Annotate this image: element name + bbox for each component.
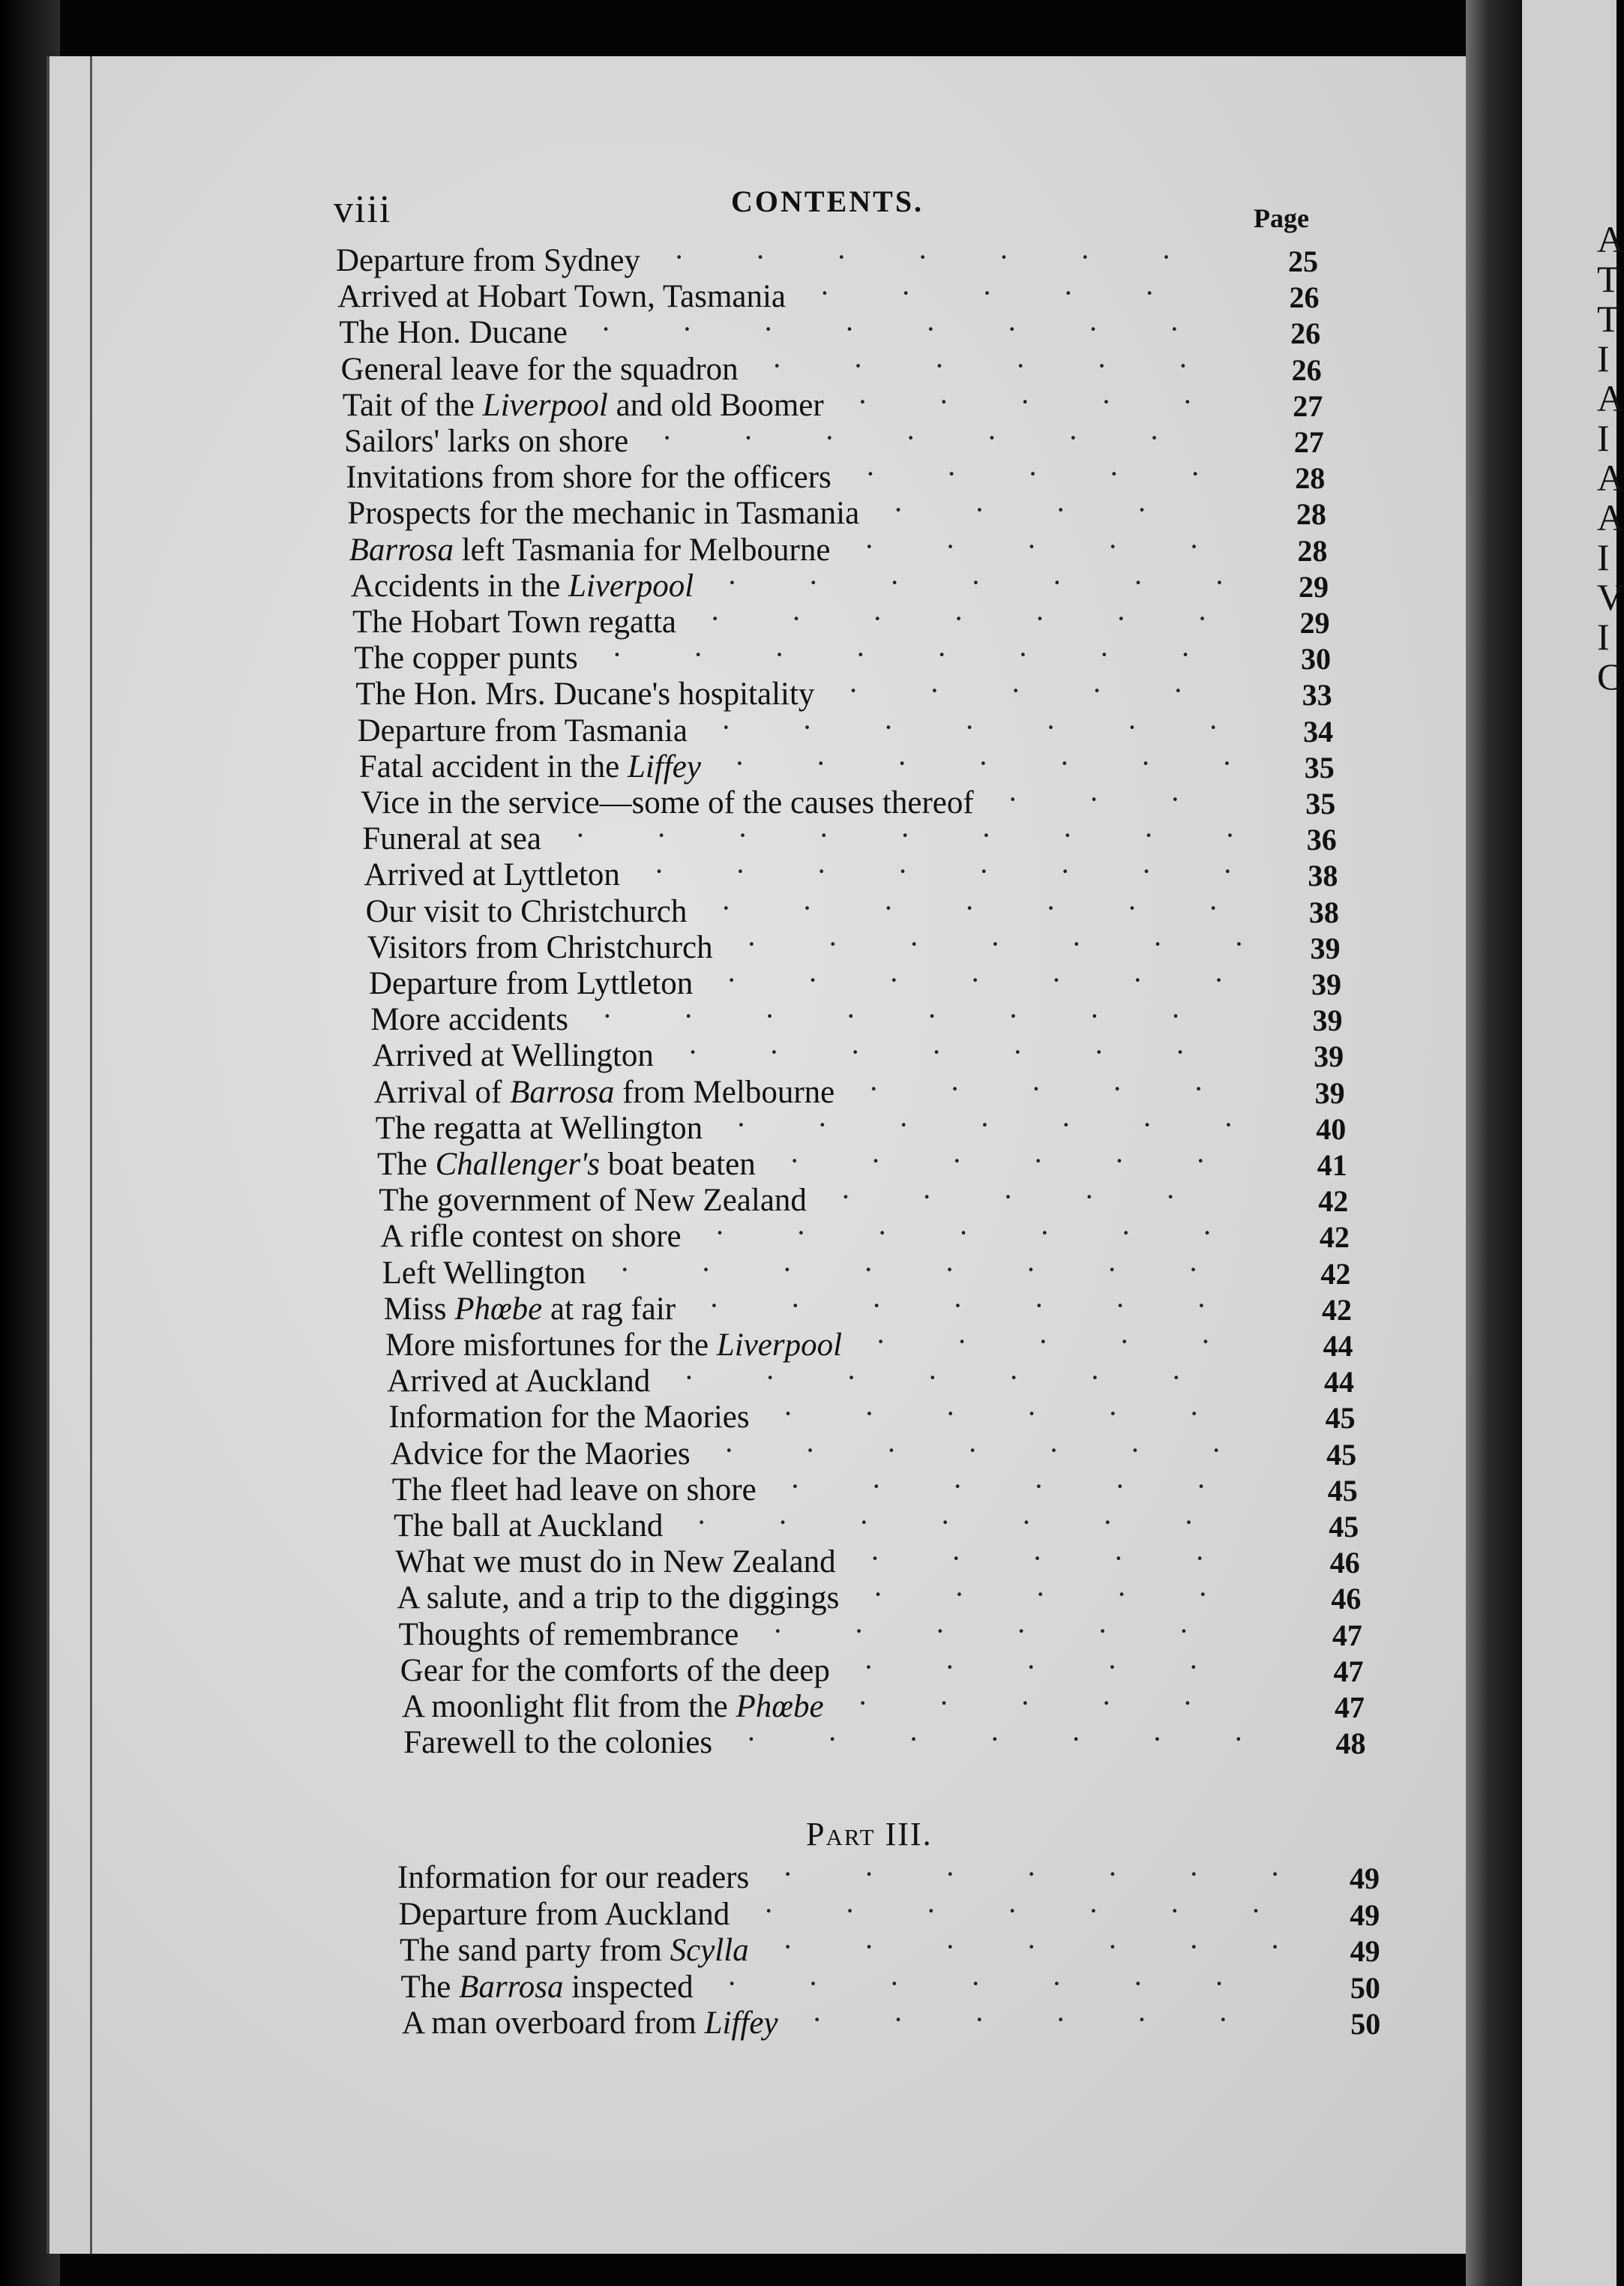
toc-entry [380,1217,1430,1255]
entry-title: What we must do in New Zealand [395,1544,836,1580]
toc-entry [344,422,1394,460]
entry-page-number: 42 [1318,1184,1349,1219]
entry-title: A moonlight flit from the Phœbe [402,1689,824,1724]
leader-dots: ······ [790,1468,1278,1503]
entry-page-number: 47 [1335,1690,1365,1724]
entry-page-number: 47 [1333,1654,1364,1688]
toc-entry [388,1398,1438,1436]
entry-title: Information for the Maories [388,1400,750,1436]
toc-entry [347,494,1397,532]
leader-dots: ······ [783,1396,1271,1431]
toc-entry [349,531,1399,568]
toc-entry [395,1543,1445,1580]
toc-entry [400,1931,1449,1969]
entry-title: Tait of the Liverpool and old Boomer [342,387,824,423]
entry-title: Gear for the comforts of the deep [400,1652,830,1688]
leader-dots: ······· [736,1107,1305,1142]
entry-page-number: 35 [1304,750,1335,784]
entry-title: More misfortunes for the Liverpool [385,1328,843,1363]
leader-dots: ······· [746,926,1316,961]
entry-page-number: 26 [1290,316,1321,351]
entry-page-number: 49 [1350,1862,1380,1895]
entry-title: Departure from Auckland [398,1896,730,1932]
entry-page-number: 40 [1316,1112,1347,1146]
facing-page-fragment [1522,0,1624,2286]
entry-title: The regatta at Wellington [375,1110,703,1146]
entry-page-number: 39 [1310,931,1341,965]
entry-page-number: 34 [1303,714,1334,748]
toc-entry [364,856,1413,893]
entry-page-number: 41 [1317,1148,1347,1182]
toc-entry [387,1362,1437,1400]
toc-entry [397,1858,1447,1896]
leader-dots: ········ [601,312,1251,346]
toc-entry [343,386,1392,424]
entry-title: Departure from Lyttleton [369,966,694,1001]
entry-page-number: 27 [1293,425,1324,459]
toc-entry [391,1468,1442,1508]
entry-title: Sailors' larks on shore [344,424,629,459]
entry-title: Miss Phœbe at rag fair [383,1291,676,1327]
toc-entry [341,350,1391,388]
leader-dots: ····· [858,1686,1264,1720]
entry-page-number: 30 [1301,642,1332,676]
entry-title: Barrosa left Tasmania for Melbourne [349,532,831,568]
toc-entry [379,1181,1428,1219]
entry-title: Departure from Tasmania [357,712,688,748]
entry-title: Arrived at Wellington [372,1038,654,1074]
toc-entry [382,1254,1432,1292]
leader-dots: ····· [840,1180,1247,1214]
leader-dots: ······· [674,240,1243,274]
toc-entry [366,892,1416,930]
entry-title: The Hon. Mrs. Ducane's hospitality [355,676,815,712]
entry-page-number: 45 [1327,1473,1358,1508]
facing-page-letter: A [1597,457,1624,499]
entry-page-number: 28 [1297,533,1328,568]
entry-page-number: 46 [1331,1582,1362,1616]
folio-number: viii [334,188,392,231]
entry-page-number: 39 [1312,1004,1343,1038]
toc-entry [385,1326,1435,1364]
toc-entry [394,1507,1443,1544]
leader-dots: ······· [783,1857,1352,1891]
facing-page-letter: A [1597,218,1624,260]
facing-page-letter: T [1597,298,1620,340]
toc-entry [384,1290,1434,1328]
entry-page-number: 50 [1350,1970,1380,2005]
facing-page-letter: I [1597,616,1610,658]
leader-dots: ······· [783,1930,1352,1964]
entry-title: Arrived at Hobart Town, Tasmania [337,279,787,315]
entry-title: Accidents in the Liverpool [350,568,694,604]
leader-dots: ····· [876,1324,1282,1358]
toc-entry [390,1432,1440,1472]
entry-page-number: 25 [1288,244,1318,278]
toc-entry [369,964,1419,1002]
entry-page-number: 44 [1324,1365,1355,1400]
entry-title: The Hobart Town regatta [352,604,677,640]
leader-dots: ······ [812,2002,1299,2036]
facing-page-letter: A [1597,377,1624,419]
leader-dots: ······· [684,1360,1253,1395]
leader-dots: ····· [864,529,1271,563]
toc-entry [354,639,1404,676]
entry-page-number: 44 [1323,1329,1353,1363]
leader-dots: ····· [857,384,1264,418]
entry-title: The ball at Auckland [394,1508,664,1544]
entry-title: A man overboard from Liffey [402,2006,778,2041]
entry-title: Fatal accident in the Liffey [358,748,701,784]
entry-page-number: 39 [1314,1076,1345,1110]
leader-dots: ····· [865,457,1272,491]
facing-page-letter: V [1597,576,1624,618]
leader-dots: ········ [654,854,1304,889]
leader-dots: ······· [715,1216,1284,1250]
entry-page-number: 46 [1329,1546,1360,1580]
leader-dots: ······ [772,1613,1260,1648]
entry-page-number: 38 [1308,859,1338,893]
entry-title: Vice in the service—some of the causes thereof [361,785,974,820]
leader-dots: ······· [721,890,1290,925]
entry-title: Left Wellington [382,1255,586,1291]
entry-title: A salute, and a trip to the diggings [397,1580,840,1616]
entry-title: Advice for the Maories [390,1436,691,1472]
entry-title: General leave for the squadron [340,351,739,387]
toc-entry [398,1613,1449,1653]
toc-entry [367,928,1417,966]
part-label: Part [806,1816,876,1852]
leader-dots: ····· [863,1649,1270,1684]
toc-entry [336,242,1386,279]
leader-dots: ······· [734,746,1304,780]
toc-entry [399,1895,1449,1933]
leader-dots: ···· [893,493,1218,527]
entry-title: More accidents [370,1002,569,1038]
leader-dots: ····· [870,1541,1276,1576]
entry-page-number: 36 [1306,823,1337,857]
entry-page-number: 47 [1332,1618,1362,1652]
entry-title: Visitors from Christchurch [367,929,713,965]
toc-entry [402,1688,1452,1725]
entry-page-number: 49 [1350,1934,1380,1968]
entry-page-number: 29 [1298,569,1329,604]
toc-entry [339,314,1389,351]
leader-dots: ········ [619,1252,1270,1286]
entry-page-number: 42 [1319,1220,1350,1255]
entry-page-number: 39 [1314,1040,1344,1074]
entry-title: The sand party from Scylla [400,1933,749,1968]
toc-entry [358,712,1407,749]
toc-entry [397,1579,1446,1616]
leader-dots: ······· [746,1722,1315,1756]
toc-entry [359,748,1409,785]
entry-page-number: 39 [1311,968,1341,1001]
entry-title: Arrived at Auckland [387,1364,651,1400]
leader-dots: ······· [710,602,1279,635]
page-edge-line [90,56,92,2254]
toc-entry [400,1649,1450,1689]
entry-title: The copper punts [354,640,578,676]
entry-title: The Barrosa inspected [400,1969,694,2005]
entry-title: Arrival of Barrosa from Melbourne [373,1074,835,1110]
entry-page-number: 48 [1335,1726,1366,1761]
entry-page-number: 42 [1321,1292,1352,1327]
entry-page-number: 38 [1308,895,1339,929]
toc-entry [355,675,1405,712]
toc-entry [401,1968,1451,2006]
entry-title: Arrived at Lyttleton [364,857,620,893]
leader-dots: ······ [772,348,1260,382]
leader-dots: ····· [868,1071,1275,1106]
toc-entry [346,458,1395,496]
toc-entry [351,567,1401,604]
leader-dots: ········ [612,638,1262,672]
toc-entry [361,784,1410,821]
entry-title: Farewell to the colonies [403,1725,713,1761]
entry-page-number: 27 [1293,388,1323,423]
leader-dots: ········ [602,999,1252,1034]
toc-entry [362,820,1412,857]
toc-entry [402,2004,1452,2042]
toc-entry [376,1109,1425,1147]
facing-page-letter: C [1597,656,1623,698]
leader-dots: ······· [727,1966,1296,2000]
entry-title: Our visit to Christchurch [365,893,688,929]
toc-entry [403,1724,1453,1761]
entry-page-number: 28 [1295,461,1326,496]
entry-title: A rifle contest on shore [380,1219,682,1255]
toc-entry [374,1073,1424,1111]
entry-page-number: 45 [1326,1437,1357,1472]
entry-title: Funeral at sea [362,821,541,857]
entry-title: Information for our readers [397,1860,750,1895]
leader-dots: ····· [819,276,1226,310]
leader-dots: ······· [724,1432,1293,1467]
entry-page-number: 45 [1329,1510,1359,1544]
leader-dots: ······· [697,1505,1266,1539]
book-gutter [1466,0,1522,2286]
entry-page-number: 29 [1299,606,1330,640]
leader-dots: ······· [709,1288,1278,1322]
entry-title: Prospects for the mechanic in Tasmania [347,496,860,532]
entry-title: Thoughts of remembrance [398,1616,739,1652]
facing-page-letter: T [1597,258,1620,300]
toc-entry [372,1036,1422,1074]
part-heading [806,1815,933,1853]
leader-dots: ··· [1008,782,1251,816]
page-title: CONTENTS. [731,184,924,218]
toc-entry [377,1145,1427,1183]
entry-title: The Challenger's boat beaten [377,1147,756,1182]
entry-page-number: 35 [1305,787,1336,820]
part-numeral: III. [885,1816,933,1852]
entry-page-number: 28 [1296,497,1326,532]
leader-dots: ······· [727,565,1296,599]
leader-dots: ······· [763,1893,1332,1928]
toc-entry [352,603,1402,640]
facing-page-letter: I [1597,417,1610,459]
leader-dots: ········· [575,818,1307,853]
entry-title: Invitations from shore for the officers [346,460,831,496]
facing-page-letter: I [1597,338,1610,380]
toc-entry [337,278,1387,315]
entry-page-number: 49 [1350,1898,1380,1932]
leader-dots: ······ [790,1144,1277,1178]
facing-page-letter: A [1597,496,1624,538]
entry-title: The Hon. Ducane [339,315,568,351]
entry-page-number: 26 [1291,352,1322,387]
leader-dots: ······· [721,710,1290,744]
page-column-label: Page [1254,203,1309,233]
leader-dots: ······· [688,1035,1257,1070]
entry-page-number: 33 [1302,678,1332,712]
entry-page-number: 45 [1325,1401,1356,1436]
leader-dots: ····· [873,1577,1279,1612]
facing-page-letter: I [1597,536,1610,578]
entry-page-number: 26 [1289,280,1320,315]
entry-title: Departure from Sydney [336,243,640,278]
entry-title: The government of New Zealand [379,1183,807,1219]
entry-page-number: 42 [1320,1256,1351,1291]
entry-title: The fleet had leave on shore [391,1472,757,1508]
leader-dots: ······· [727,963,1296,997]
leader-dots: ····· [848,674,1254,708]
leader-dots: ······· [662,421,1231,454]
toc-entry [370,1000,1420,1038]
page-edge-line [46,56,49,2254]
entry-page-number: 50 [1350,2007,1381,2041]
